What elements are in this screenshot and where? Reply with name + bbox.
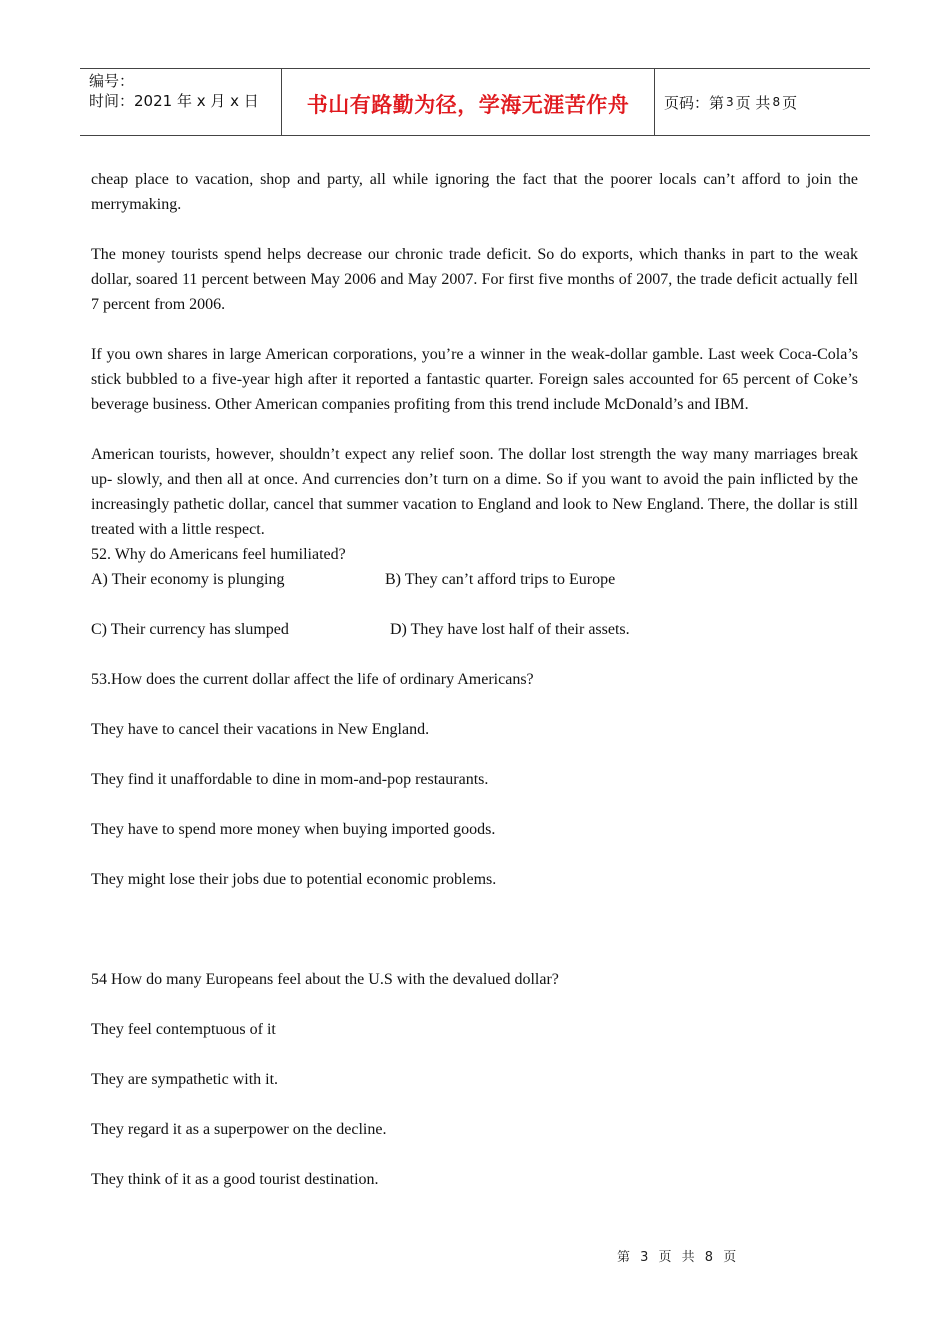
question-53: 53.How does the current dollar affect the life of ordinary Americans? xyxy=(91,671,534,688)
question-53-option: They find it unaffordable to dine in mom-and-pop restaurants. xyxy=(91,771,489,788)
page-footer: 第 3 页 共 8 页 xyxy=(617,1250,738,1265)
option-c: C) Their currency has slumped xyxy=(91,621,289,638)
paragraph: American tourists, however, shouldn’t expect any relief soon. The dollar lost strength the way many marriages break up- slowly, and then all at once. And currencies don’t turn on a dime. So if you want to avoid the pain inflicted by the increasingly pathetic dollar, cancel that summer vacation to England and look to New England. There, the dollar is still treated with a little respect. xyxy=(91,446,858,538)
paragraph: The money tourists spend helps decrease our chronic trade deficit. So do exports, which thanks in part to the weak dollar, soared 11 percent between May 2006 and May 2007. For first five months of 2007, the trade deficit actually fell 7 percent from 2006. xyxy=(91,246,858,313)
page-mid: 页 共 xyxy=(735,93,771,112)
option-d: D) They have lost half of their assets. xyxy=(390,621,630,638)
question-52: 52. Why do Americans feel humiliated? xyxy=(91,546,346,563)
question-54-option: They are sympathetic with it. xyxy=(91,1071,279,1088)
page-header xyxy=(80,68,870,136)
paragraph: If you own shares in large American corporations, you’re a winner in the weak-dollar gamble. Last week Coca-Cola’s stick bubbled to a five-year high after it reported a fantastic quarter. Foreign sales accounted for 65 percent of Coke’s beverage business. Other American companies profiting from this trend include McDonald’s and IBM. xyxy=(91,346,858,413)
question-53-option: They have to cancel their vacations in New England. xyxy=(91,721,430,738)
header-page-info xyxy=(655,69,870,135)
current-page-number: 3 xyxy=(726,95,734,109)
total-page-number: 8 xyxy=(772,95,781,109)
question-53-option: They might lose their jobs due to potential economic problems. xyxy=(91,871,497,888)
question-54-option: They regard it as a superpower on the decline. xyxy=(91,1121,387,1138)
document-number-label: 编号： xyxy=(89,72,135,90)
question-54: 54 How do many Europeans feel about the U.S with the devalued dollar? xyxy=(91,971,559,988)
paragraph: cheap place to vacation, shop and party, all while ignoring the fact that the poorer locals can’t afford to join the merrymaking. xyxy=(91,171,858,213)
option-b: B) They can’t afford trips to Europe xyxy=(385,571,616,588)
option-a: A) Their economy is plunging xyxy=(91,571,285,588)
question-52-options-ab xyxy=(91,567,858,592)
header-motto: 书山有路勤为径，学海无涯苦作舟 xyxy=(281,69,655,135)
document-body xyxy=(91,167,858,1192)
document-date-label: 时间：2021 年 x 月 x 日 xyxy=(89,92,259,110)
page-prefix: 页码：第 xyxy=(664,93,725,112)
page-suffix: 页 xyxy=(782,93,798,112)
question-54-option: They feel contemptuous of it xyxy=(91,1021,276,1038)
header-meta xyxy=(80,69,281,135)
question-54-option: They think of it as a good tourist destination. xyxy=(91,1171,379,1188)
question-52-options-cd xyxy=(91,617,858,642)
question-53-option: They have to spend more money when buying imported goods. xyxy=(91,821,496,838)
